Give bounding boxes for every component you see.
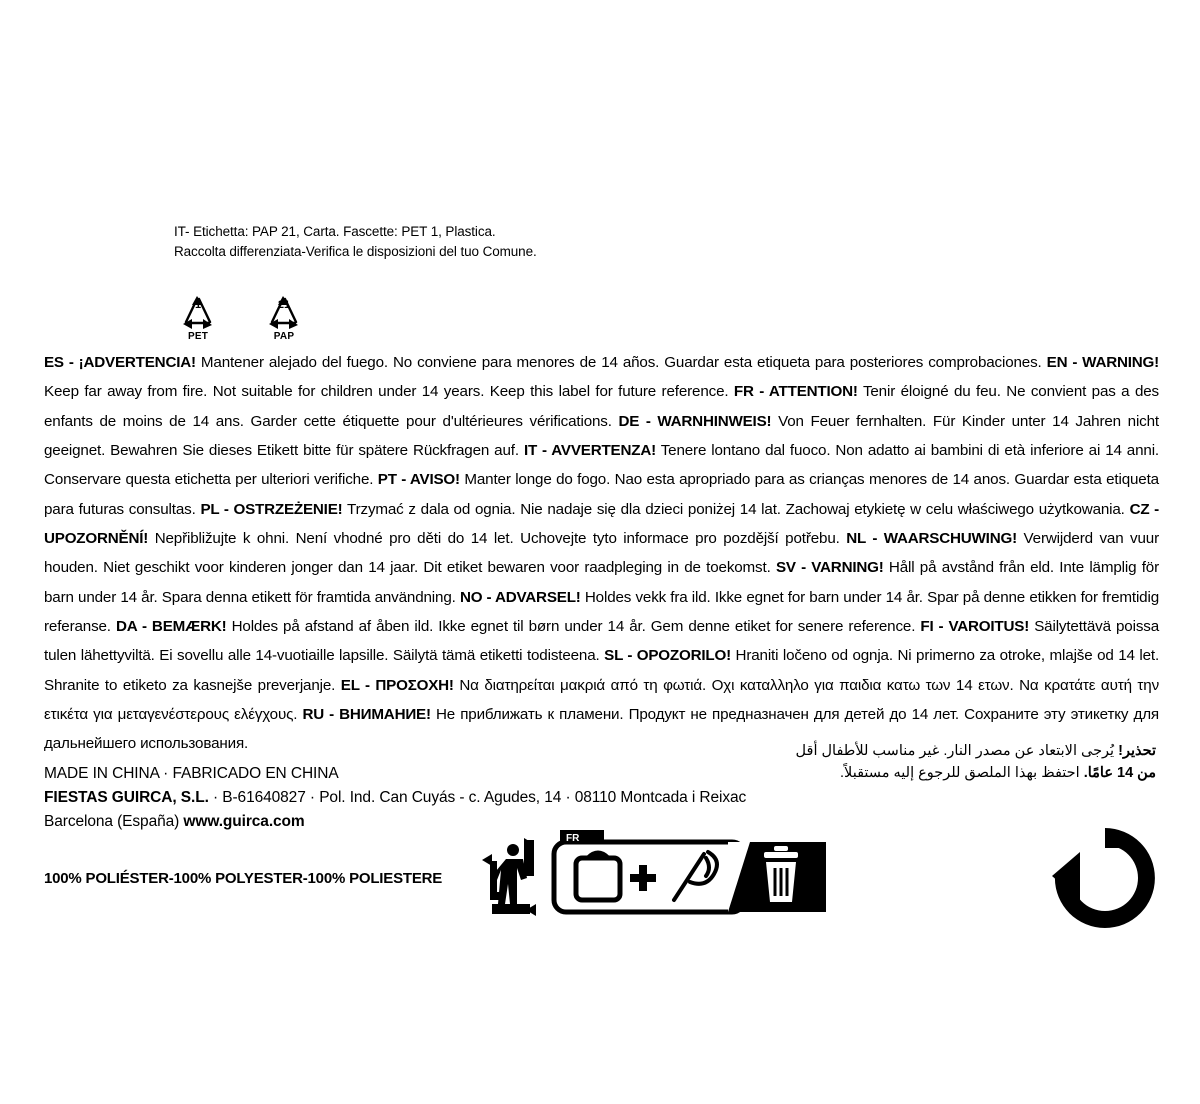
warning-heading-sv: SV - VARNING! (775, 559, 884, 577)
recycling-symbols-row (170, 286, 312, 342)
pap-code: PAP (273, 331, 295, 342)
pet-code: PET (187, 331, 209, 342)
fr-tab-label: FR (566, 833, 580, 844)
company-name: FIESTAS GUIRCA, S.L. (44, 789, 209, 807)
arabic-body-2: احتفظ بهذا الملصق للرجوع إليه مستقبلاً. (840, 765, 1080, 782)
warning-heading-it: IT - AVVERTENZA! (523, 441, 656, 459)
it-note-line-2: Raccolta differenziata-Verifica le disposizioni del tuo Comune. (174, 243, 537, 259)
warning-body-nl: Verwijderd van vuur houden. Niet geschikt voor kinderen jonger dan 14 jaar. Dit etiket bewaren voor raadpleging in de toekomst. (44, 529, 1159, 577)
company-info (44, 762, 746, 834)
warning-heading-cz: CZ - UPOZORNĚNÍ! (44, 500, 1160, 547)
triman-and-sorting-icon (478, 830, 826, 924)
warning-heading-pt: PT - AVISO! (377, 471, 460, 489)
warning-pl (200, 501, 1124, 518)
company-website[interactable]: www.guirca.com (183, 813, 305, 831)
arabic-line-2 (696, 762, 1156, 784)
pap-recycling-triangle (256, 286, 312, 342)
arabic-age: من 14 عامًا. (1083, 765, 1156, 782)
warning-heading-ru: RU - ВНИМАНИЕ! (302, 705, 431, 723)
warning-body-es: Mantener alejado del fuego. No conviene para menores de 14 años. Guardar esta etiqueta para posteriores comprobaciones. (200, 354, 1042, 371)
warning-body-no: Holdes vekk fra ild. Ikke egnet for barn under 14 år. Spar på denne etikken for fremtidig referanse. (44, 588, 1159, 635)
warning-body-de: Von Feuer fernhalten. Für Kinder unter 14 Jahren nicht geeignet. Bewahren Sie dieses Etikett bitte für spätere Rückfragen auf. (44, 412, 1159, 459)
warning-heading-pl: PL - OSTRZEŻENIE! (200, 500, 343, 518)
warning-body-da: Holdes på afstand af åben ild. Ikke egnet til børn under 14 år. Gem denne etiket for senere reference. (231, 617, 916, 635)
warning-heading-nl: NL - WAARSCHUWING! (846, 529, 1017, 547)
warning-heading-de: DE - WARNHINWEIS! (618, 412, 772, 430)
warning-heading-da: DA - BEMÆRK! (116, 617, 227, 635)
warning-heading-no: NO - ADVARSEL! (459, 588, 581, 606)
warning-es (44, 354, 1042, 371)
origin-line: MADE IN CHINA · FABRICADO EN CHINA (44, 765, 339, 782)
warning-heading-sl: SL - OPOZORILO! (604, 647, 731, 665)
pet-number: 1 (194, 299, 202, 311)
warning-body-cz: Nepřibližujte k ohni. Není vhodné pro děti do 14 let. Uchovejte tyto informace pro pozdější potřebu. (154, 529, 840, 547)
warning-body-pt: Manter longe do fogo. Nao esta apropriado para as crianças menores de 14 anos. Guardar esta etiqueta para futuras consultas. (44, 471, 1159, 518)
pet-recycling-triangle (170, 286, 226, 342)
arabic-warning-text (696, 740, 1156, 785)
warning-heading-es: ES - ¡ADVERTENCIA! (44, 354, 196, 371)
multilingual-warning-text (44, 348, 1159, 759)
triman-sorting-icons (478, 830, 826, 924)
warning-heading-el: EL - ΠΡΟΣΟΧΗ! (340, 676, 454, 694)
warning-body-ru: Не приближать к пламени. Продукт не предназначен для детей до 14 лет. Сохраните эту этикетку для дальнейшего использования. (44, 705, 1159, 753)
warning-body-el: Να διατηρείται μακριά από τη φωτιά. Οχι καταλληλο για παιδια κατω των 14 ετων. Να κρατάτε αυτή την ετικέτα για μεταγενέστερους ελέγχους. (44, 676, 1160, 723)
it-note-line-1: IT- Etichetta: PAP 21, Carta. Fascette: PET 1, Plastica. (174, 224, 496, 239)
warning-da (116, 618, 915, 635)
company-city: Barcelona (España) (44, 813, 184, 831)
arabic-heading: تحذير! (1118, 743, 1156, 759)
pap-number: 21 (277, 299, 291, 311)
company-address-line (44, 786, 746, 810)
warning-body-it: Tenere lontano dal fuoco. Non adatto ai bambini di età inferiore ai 14 anni. Conservare questa etichetta per ulteriori verifiche. (44, 441, 1159, 489)
warning-heading-fr: FR - ATTENTION! (733, 383, 858, 401)
recycling-loop-icon (1050, 826, 1160, 930)
warning-heading-fi: FI - VAROITUS! (920, 617, 1030, 635)
warning-body-fr: Tenir éloigné du feu. Ne convient pas a des enfants de moins de 14 ans. Garder cette étiquette pour d'ultérieures vérifications. (44, 383, 1159, 430)
warning-body-pl: Trzymać z dala od ognia. Nie nadaje się dla dzieci poniżej 14 lat. Zachowaj etykietę w celu właściwego użytkowania. (347, 500, 1125, 518)
company-registration: · B-61640827 · Pol. Ind. Can Cuyás - c. Agudes, 14 · 08110 Montcada i Reixac (208, 789, 747, 807)
italian-recycling-note (174, 222, 874, 261)
warning-body-fi: Säilytettävä poissa tulen lähettyviltä. Ei sovellu alle 14-vuotiaille lapsille. Säilytä tämä etiketti todisteena. (44, 617, 1159, 665)
triman-icon (482, 838, 540, 916)
warning-body-sv: Håll på avstånd från eld. Inte lämplig för barn under 14 år. Spara denna etikett för framtida användning. (44, 559, 1159, 606)
mobius-loop-icon (1050, 826, 1160, 930)
warning-body-en: Keep far away from fire. Not suitable for children under 14 years. Keep this label for future reference. (44, 383, 729, 401)
arabic-line-1 (696, 740, 1156, 762)
warning-heading-en: EN - WARNING! (1046, 354, 1160, 371)
arabic-body-1: يُرجى الابتعاد عن مصدر النار. غير مناسب للأطفال أقل (795, 743, 1115, 759)
material-composition: 100% POLIÉSTER-100% POLYESTER-100% POLIESTERE (44, 870, 443, 887)
warning-body-sl: Hraniti ločeno od ognja. Ni primerno za otroke, mlajše od 14 let. Shranite to etiketo za kasnejše preverjanje. (44, 647, 1160, 694)
